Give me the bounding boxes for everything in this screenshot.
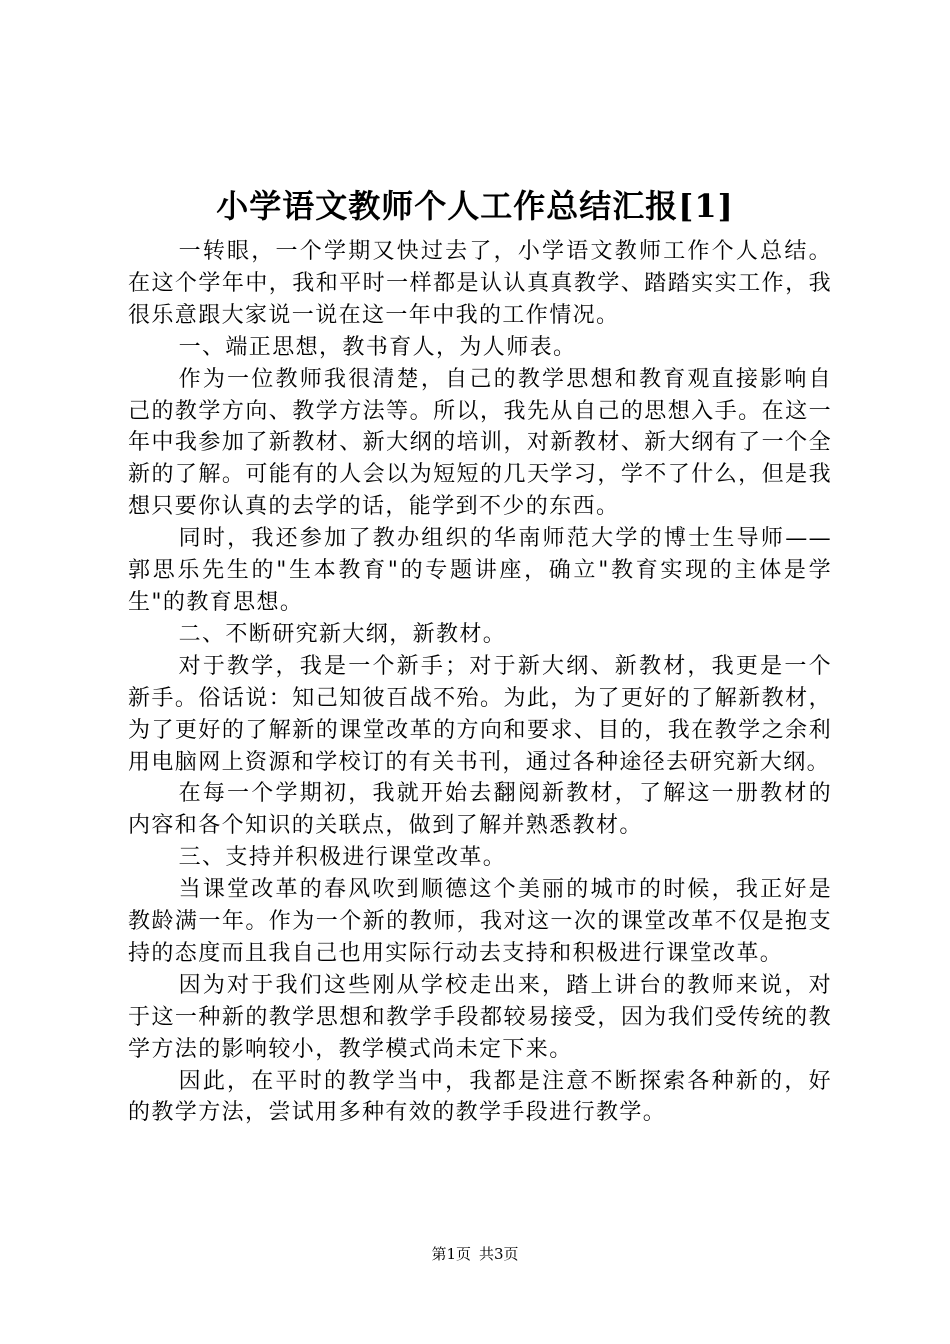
page-number: 第1页 [431,1245,471,1263]
paragraph: 同时，我还参加了教办组织的华南师范大学的博士生导师——郭思乐先生的"生本教育"的专题讲座，确立"教育实现的主体是学生"的教育思想。 [128,526,832,615]
page-total: 共3页 [479,1245,519,1263]
document-title: 小学语文教师个人工作总结汇报[1] [216,187,734,225]
paragraph: 当课堂改革的春风吹到顺德这个美丽的城市的时候，我正好是教龄满一年。作为一个新的教师，我对这一次的课堂改革不仅是抱支持的态度而且我自己也用实际行动去支持和积极进行课堂改革。 [128,877,832,966]
paragraph: 因为对于我们这些刚从学校走出来，踏上讲台的教师来说，对于这一种新的教学思想和教学手段都较易接受，因为我们受传统的教学方法的影响较小，教学模式尚未定下来。 [128,972,832,1062]
paragraph: 一转眼，一个学期又快过去了，小学语文教师工作个人总结。在这个学年中，我和平时一样都是认认真真教学、踏踏实实工作，我很乐意跟大家说一说在这一年中我的工作情况。 [128,239,832,328]
section-heading: 三、支持并积极进行课堂改革。 [178,845,507,871]
page-footer [0,1243,950,1265]
paragraph: 在每一个学期初，我就开始去翻阅新教材，了解这一册教材的内容和各个知识的关联点，做到了解并熟悉教材。 [128,781,832,839]
paragraph: 作为一位教师我很清楚，自己的教学思想和教育观直接影响自己的教学方向、教学方法等。所以，我先从自己的思想入手。在这一年中我参加了新教材、新大纲的培训，对新教材、新大纲有了一个全新的了解。可能有的人会以为短短的几天学习，学不了什么，但是我想只要你认真的去学的话，能学到不少的东西。 [128,366,832,520]
paragraph: 因此，在平时的教学当中，我都是注意不断探索各种新的，好的教学方法，尝试用多种有效的教学手段进行教学。 [128,1068,832,1126]
section-heading: 一、端正思想，教书育人，为人师表。 [178,334,577,360]
paragraph: 对于教学，我是一个新手；对于新大纲、新教材，我更是一个新手。俗话说：知己知彼百战不殆。为此，为了更好的了解新教材，为了更好的了解新的课堂改革的方向和要求、目的，我在教学之余利用电脑网上资源和学校订的有关书刊，通过各种途径去研究新大纲。 [128,653,832,775]
document-body [128,236,832,1129]
section-heading: 二、不断研究新大纲，新教材。 [178,621,507,647]
